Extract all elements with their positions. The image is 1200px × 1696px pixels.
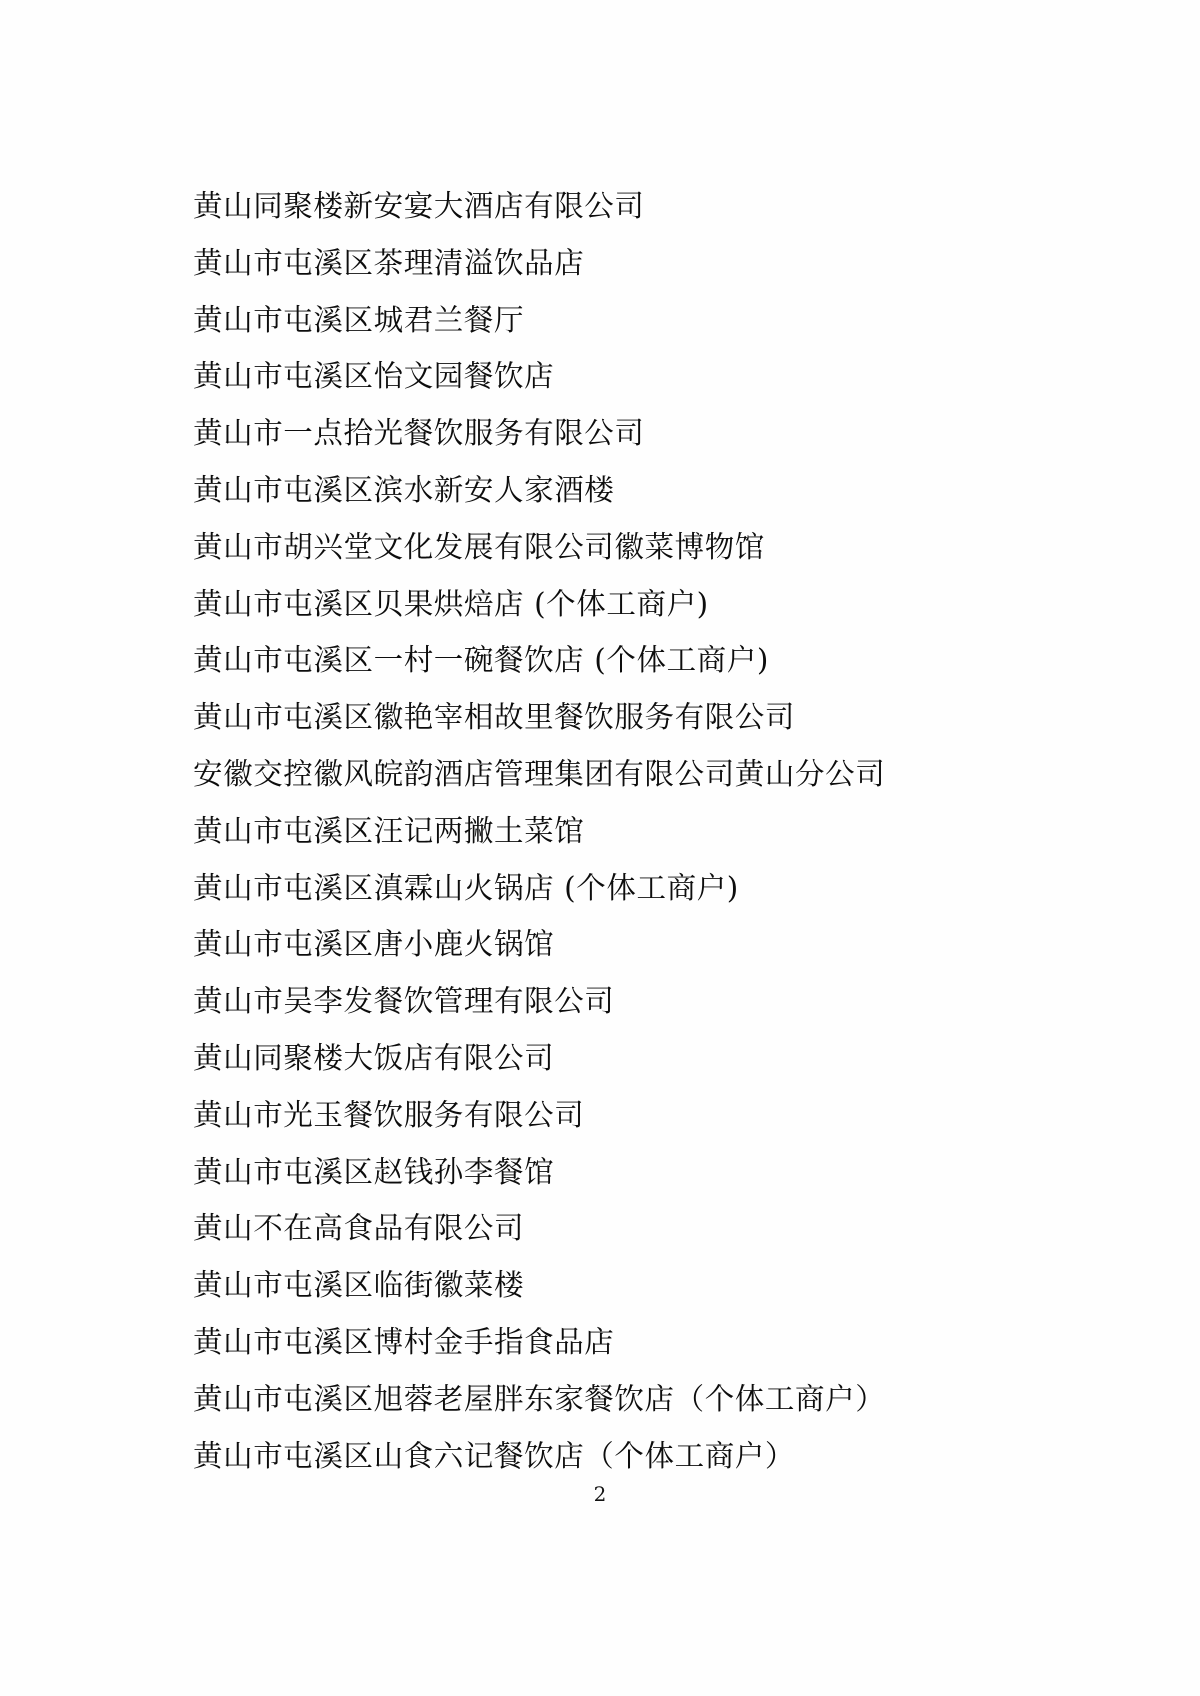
list-item: 黄山市屯溪区怡文园餐饮店 bbox=[193, 359, 555, 394]
list-item: 黄山市屯溪区临街徽菜楼 bbox=[193, 1268, 525, 1303]
list-item: 黄山市屯溪区山食六记餐饮店（个体工商户） bbox=[193, 1438, 796, 1473]
list-item: 黄山同聚楼新安宴大酒店有限公司 bbox=[193, 189, 645, 223]
list-item: 黄山市一点拾光餐饮服务有限公司 bbox=[193, 416, 645, 451]
list-item: 黄山市屯溪区旭蓉老屋胖东家餐饮店（个体工商户） bbox=[193, 1381, 886, 1416]
list-item: 黄山市胡兴堂文化发展有限公司徽菜博物馆 bbox=[193, 529, 765, 564]
list-item: 黄山市屯溪区唐小鹿火锅馆 bbox=[193, 927, 555, 962]
list-item: 黄山市屯溪区贝果烘焙店 (个体工商户) bbox=[193, 586, 709, 621]
list-item: 黄山市屯溪区一村一碗餐饮店 (个体工商户) bbox=[193, 643, 769, 678]
list-item: 黄山市屯溪区城君兰餐厅 bbox=[193, 302, 525, 337]
list-item: 黄山市屯溪区博村金手指食品店 bbox=[193, 1324, 615, 1359]
list-item: 黄山市屯溪区滨水新安人家酒楼 bbox=[193, 472, 615, 507]
list-item: 黄山市吴李发餐饮管理有限公司 bbox=[193, 984, 615, 1019]
list-item: 黄山不在高食品有限公司 bbox=[193, 1211, 525, 1246]
list-item: 黄山市屯溪区茶理清溢饮品店 bbox=[193, 245, 585, 280]
list-item: 黄山市屯溪区滇霖山火锅店 (个体工商户) bbox=[193, 870, 739, 905]
list-item: 黄山市屯溪区徽艳宰相故里餐饮服务有限公司 bbox=[193, 700, 796, 735]
list-item: 安徽交控徽风皖韵酒店管理集团有限公司黄山分公司 bbox=[193, 756, 886, 791]
list-item: 黄山同聚楼大饭店有限公司 bbox=[193, 1040, 555, 1075]
company-list bbox=[193, 178, 1073, 1484]
list-item: 黄山市光玉餐饮服务有限公司 bbox=[193, 1097, 585, 1132]
list-item: 黄山市屯溪区汪记两撇土菜馆 bbox=[193, 813, 585, 848]
page-number: 2 bbox=[593, 1482, 607, 1506]
list-item: 黄山市屯溪区赵钱孙李餐馆 bbox=[193, 1154, 555, 1189]
